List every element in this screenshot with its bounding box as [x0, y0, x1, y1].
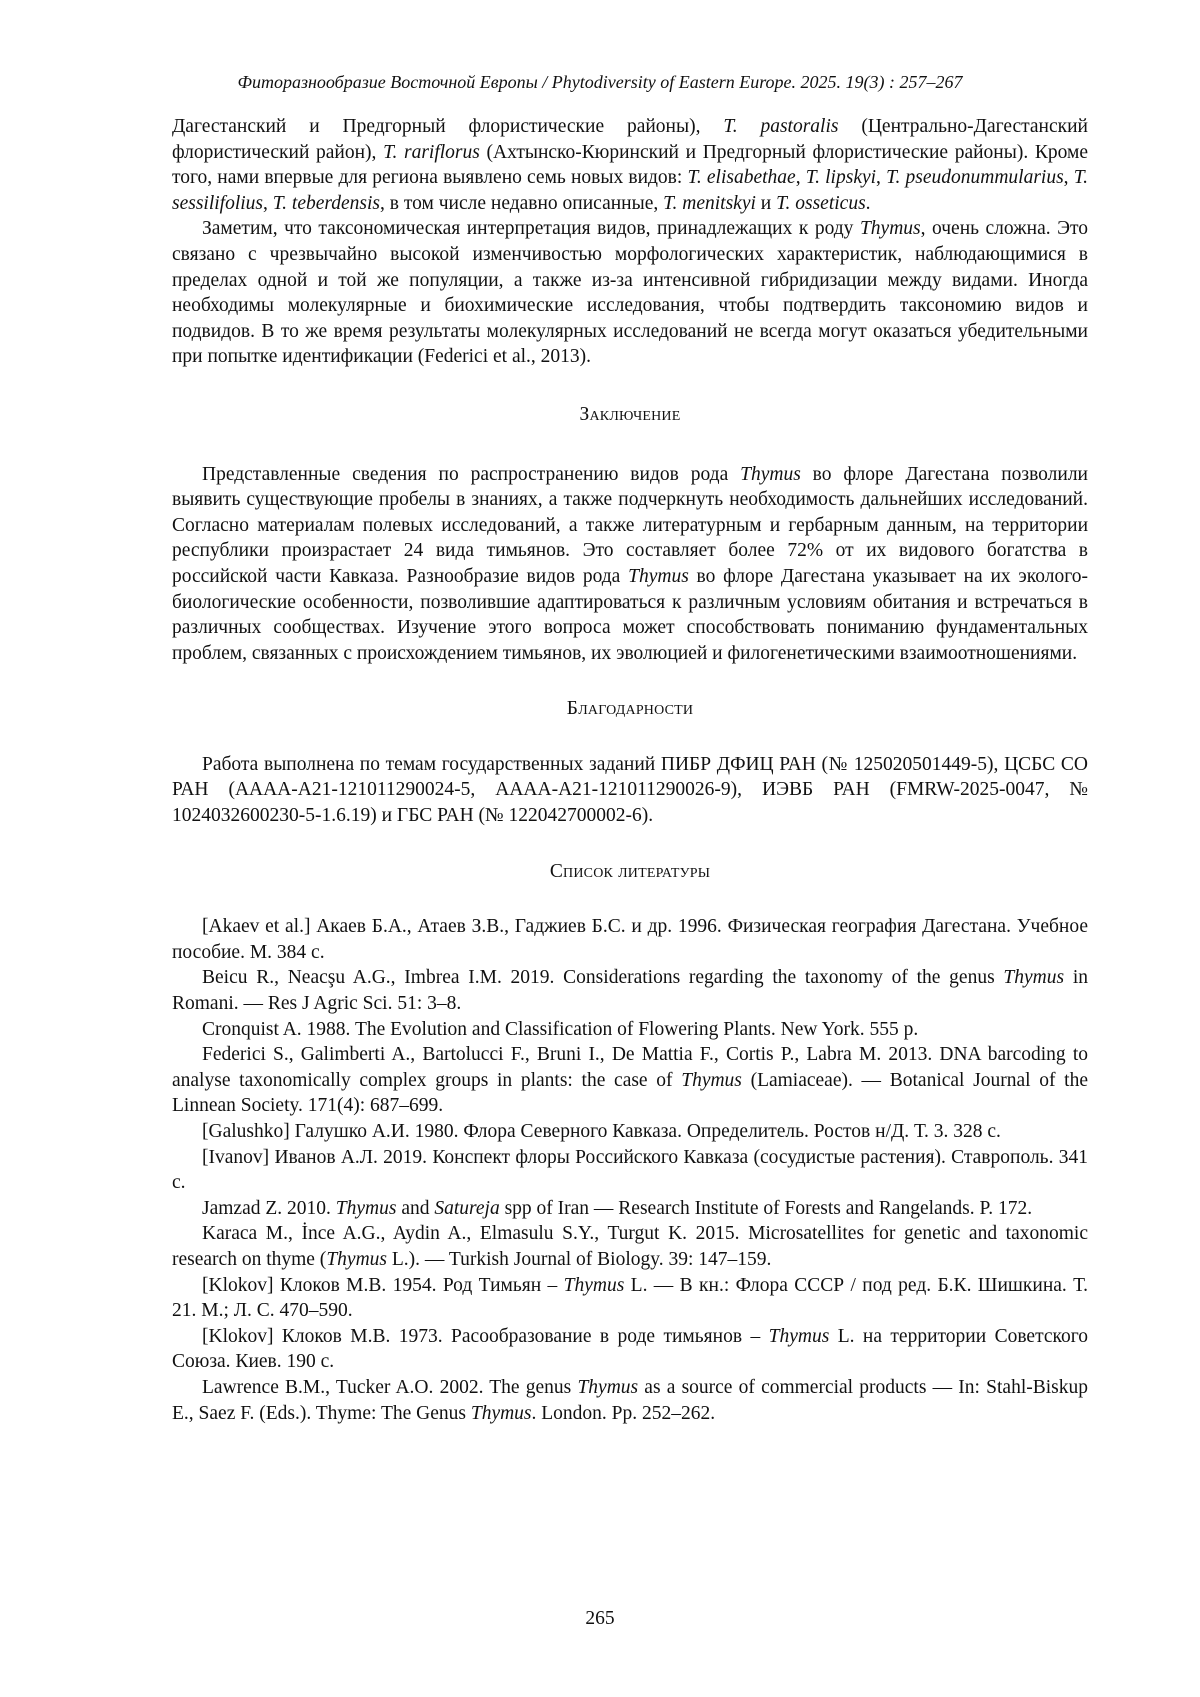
- intro-paragraph: Дагестанский и Предгорный флористические районы), T. pastoralis (Центрально-Дагестанский флористический район), T. rariflorus (Ахтынско-Кюринский и Предгорный флористические районы). Кроме того, нами впервые для региона выявлено семь новых видов: T. elisabethae, T. lipskyi, T. pseudonummularius, T. sessilifolius, T. teberdensis, в том числе недавно описанные, T. menitskyi и T. osseticus.: [172, 116, 1088, 214]
- conclusion-heading: Заключение: [579, 403, 681, 425]
- acknowledgements-heading: Благодарности: [566, 698, 694, 720]
- references-heading: Список литературы: [549, 860, 711, 882]
- page-number: 265: [585, 1608, 615, 1629]
- acknowledgements-paragraph: Работа выполнена по темам государственных заданий ПИБР ДФИЦ РАН (№ 125020501449-5), ЦСБС СО РАН (АААА-А21-121011290024-5, АААА-А21-121011290026-9), ИЭВБ РАН (FMRW-2025-0047, № 1024032600230-5-1.6.19) и ГБС РАН (№ 122042700002-6).: [172, 753, 1088, 827]
- reference-item: [Klokov] Клоков М.В. 1973. Расообразование в роде тимьянов – Thymus L. на территории Советского Союза. Киев. 190 с.: [172, 1325, 1088, 1373]
- reference-item: Cronquist A. 1988. The Evolution and Classification of Flowering Plants. New York. 555 p.: [202, 1018, 919, 1040]
- reference-item: [Akaev et al.] Акаев Б.А., Атаев З.В., Гаджиев Б.С. и др. 1996. Физическая география Дагестана. Учебное пособие. М. 384 с.: [172, 916, 1088, 963]
- reference-item: [Ivanov] Иванов А.Л. 2019. Конспект флоры Российского Кавказа (сосудистые растения). Ставрополь. 341 с.: [172, 1146, 1088, 1194]
- reference-item: Jamzad Z. 2010. Thymus and Satureja spp of Iran — Research Institute of Forests and Rangelands. P. 172.: [202, 1197, 1033, 1219]
- reference-item: Federici S., Galimberti A., Bartolucci F., Bruni I., De Mattia F., Cortis P., Labra M. 2013. DNA barcoding to analyse taxonomically complex groups in plants: the case of Thymus (Lamiaceae). — Botanical Journal of the Linnean Society. 171(4): 687–699.: [172, 1044, 1088, 1117]
- running-head: Фиторазнообразие Восточной Европы / Phytodiversity of Eastern Europe. 2025. 19(3) : 257–267: [237, 72, 963, 92]
- reference-item: Lawrence B.M., Tucker A.O. 2002. The genus Thymus as a source of commercial products — In: Stahl-Biskup E., Saez F. (Eds.). Thyme: The Genus Thymus. London. Pp. 252–262.: [172, 1376, 1088, 1424]
- reference-item: Beicu R., Neacşu A.G., Imbrea I.M. 2019. Considerations regarding the taxonomy of the genus Thymus in Romani. — Res J Agric Sci. 51: 3–8.: [172, 967, 1088, 1015]
- article-body: [172, 114, 1088, 1426]
- taxonomy-paragraph: Заметим, что таксономическая интерпретация видов, принадлежащих к роду Thymus, очень сложна. Это связано с чрезвычайно высокой изменчивостью морфологических характеристик, наблюдающимися в пределах одной и той же популяции, а также из-за интенсивной гибридизации между видами. Иногда необходимы молекулярные и биохимические исследования, чтобы подтвердить таксономию видов и подвидов. В то же время результаты молекулярных исследований не всегда могут оказаться убедительными при попытке идентификации (Federici et al., 2013).: [172, 218, 1088, 368]
- conclusion-paragraph: Представленные сведения по распространению видов рода Thymus во флоре Дагестана позволили выявить существующие пробелы в знаниях, а также подчеркнуть необходимость дальнейших исследований. Согласно материалам полевых исследований, а также литературным и гербарным данным, на территории республики произрастает 24 вида тимьянов. Это составляет более 72% от их видового богатства в российской части Кавказа. Разнообразие видов рода Thymus во флоре Дагестана указывает на их эколого-биологические особенности, позволившие адаптироваться к различным условиям обитания и встречаться в различных сообществах. Изучение этого вопроса может способствовать пониманию фундаментальных проблем, связанных с происхождением тимьянов, их эволюцией и филогенетическими взаимоотношениями.: [172, 463, 1088, 664]
- reference-item: Karaca M., İnce A.G., Aydin A., Elmasulu S.Y., Turgut K. 2015. Microsatellites for genetic and taxonomic research on thyme (Thymus L.). — Turkish Journal of Biology. 39: 147–159.: [172, 1223, 1088, 1270]
- reference-item: [Galushko] Галушко А.И. 1980. Флора Северного Кавказа. Определитель. Ростов н/Д. Т. 3. 328 с.: [202, 1121, 1001, 1142]
- reference-item: [Klokov] Клоков М.В. 1954. Род Тимьян – Thymus L. — В кн.: Флора СССР / под ред. Б.К. Шишкина. Т. 21. М.; Л. С. 470–590.: [172, 1274, 1088, 1322]
